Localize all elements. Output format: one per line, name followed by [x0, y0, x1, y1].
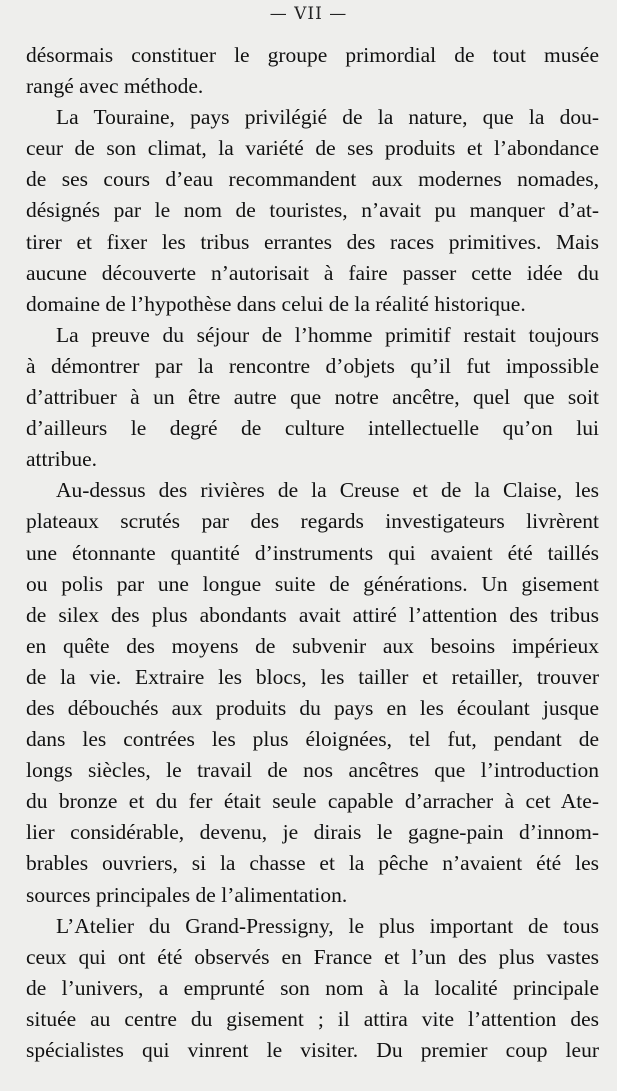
paragraph — [26, 102, 599, 320]
text-line: ou polis par une longue suite de générations. Un gisement — [26, 571, 599, 596]
text-line: désignés par le nom de touristes, n’avait pu manquer d’at- — [26, 198, 599, 223]
text-line: dans les contrées les plus éloignées, tel fut, pendant de — [26, 727, 599, 752]
text-line: de silex des plus abondants avait attiré l’attention des tribus — [26, 602, 599, 627]
text-line: domaine de l’hypothèse dans celui de la réalité historique. — [26, 291, 526, 316]
text-line: à démontrer par la rencontre d’objets qu’il fut impossible — [26, 353, 599, 378]
paragraph — [26, 40, 599, 102]
text-line: aucune découverte n’autorisait à faire passer cette idée du — [26, 260, 599, 285]
text-line: de la vie. Extraire les blocs, les tailler et retailler, trouver — [26, 664, 599, 689]
text-line: en quête des moyens de subvenir aux besoins impérieux — [26, 633, 599, 658]
text-line: d’attribuer à un être autre que notre ancêtre, quel que soit — [26, 385, 599, 410]
text-line: des débouchés aux produits du pays en les écoulant jusque — [26, 695, 599, 720]
text-line: une étonnante quantité d’instruments qui avaient été taillés — [26, 540, 599, 565]
text-line: attribue. — [26, 447, 98, 472]
text-line: longs siècles, le travail de nos ancêtres que l’introduction — [26, 758, 599, 783]
text-line: rangé avec méthode. — [26, 74, 204, 99]
text-line: désormais constituer le groupe primordial de tout musée — [26, 43, 599, 67]
text-line: sources principales de l’alimentation. — [26, 882, 348, 907]
text-line: brables ouvriers, si la chasse et la pêche n’avaient été les — [26, 851, 599, 876]
text-line: Au-dessus des rivières de la Creuse et de la Claise, les — [56, 478, 599, 503]
text-line: ceux qui ont été observés en France et l’un des plus vastes — [26, 944, 599, 969]
text-line: spécialistes qui vinrent le visiter. Du premier coup leur — [26, 1038, 599, 1062]
text-line: située au centre du gisement ; il attira vite l’attention des — [26, 1006, 599, 1031]
text-line: d’ailleurs le degré de culture intellectuelle qu’on lui — [26, 416, 599, 441]
text-line: du bronze et du fer était seule capable d’arracher à cet Ate- — [26, 789, 599, 814]
page-number: — VII — — [269, 4, 348, 24]
text-line: La Touraine, pays privilégié de la nature, que la dou- — [56, 105, 599, 130]
text-line: L’Atelier du Grand-Pressigny, le plus important de tous — [56, 913, 599, 938]
paragraph — [26, 475, 599, 910]
text-line: La preuve du séjour de l’homme primitif restait toujours — [56, 322, 599, 347]
paragraph — [26, 320, 599, 475]
text-line: plateaux scrutés par des regards investigateurs livrèrent — [26, 509, 599, 534]
text-line: ceur de son climat, la variété de ses produits et l’abondance — [26, 136, 599, 161]
paragraph — [26, 911, 599, 1066]
text-line: tirer et fixer les tribus errantes des races primitives. Mais — [26, 229, 599, 254]
body-text — [26, 40, 599, 1066]
text-line: lier considérable, devenu, je dirais le gagne-pain d’innom- — [26, 820, 599, 845]
text-line: de ses cours d’eau recommandent aux modernes nomades, — [26, 167, 599, 192]
text-line: de l’univers, a emprunté son nom à la localité principale — [26, 975, 599, 1000]
